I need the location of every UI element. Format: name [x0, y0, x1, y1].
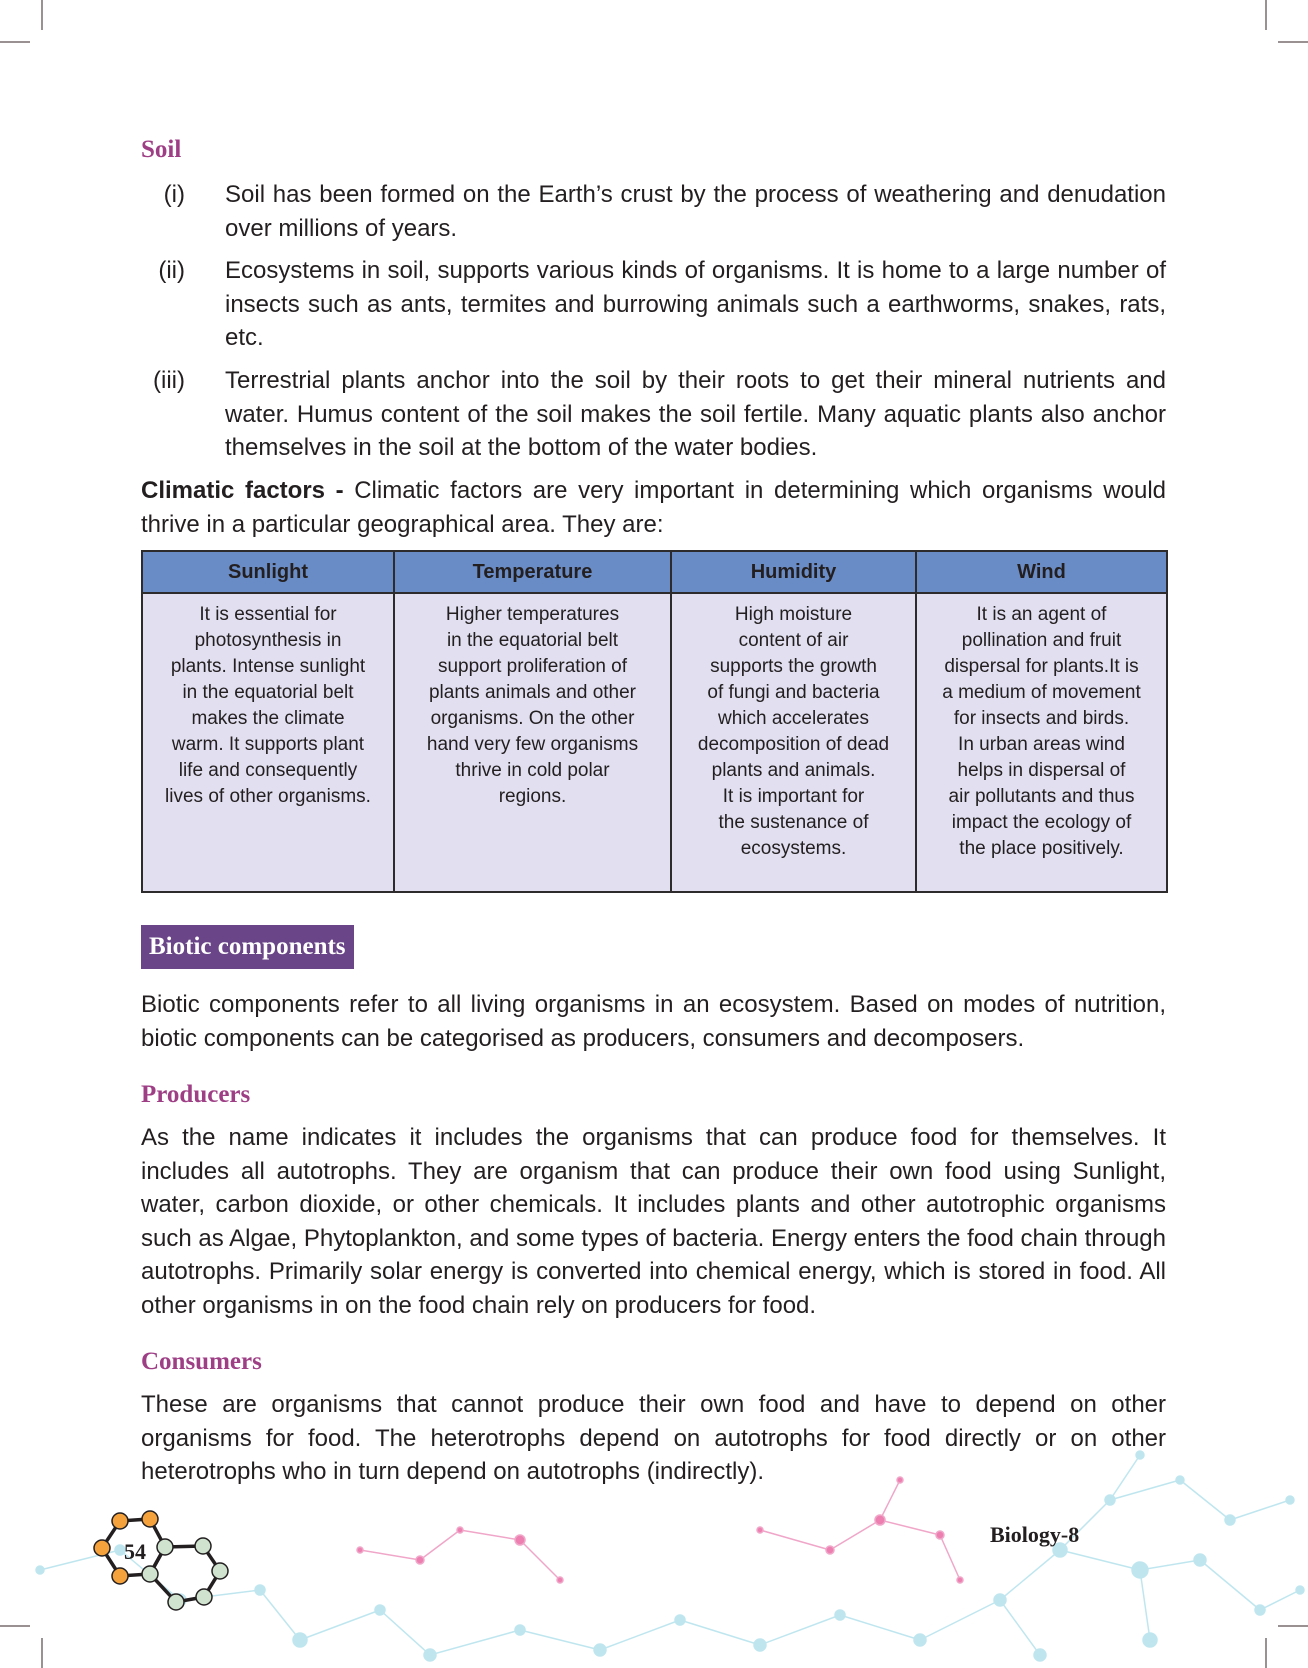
cell-line: dispersal for plants.It is	[944, 656, 1139, 677]
cell-line: pollination and fruit	[961, 630, 1122, 651]
cell-line: impact the ecology of	[951, 812, 1132, 833]
climatic-factors-label: Climatic factors -	[141, 477, 344, 504]
climatic-factors-paragraph	[141, 474, 1166, 541]
cell-line: which accelerates	[717, 708, 870, 729]
cell-line: content of air	[738, 630, 849, 651]
table-cell-humidity	[671, 593, 916, 892]
cell-line: a medium of movement	[942, 682, 1141, 703]
list-item	[141, 178, 1166, 245]
cell-line: Higher temperatures	[445, 604, 620, 625]
table-cell-temperature	[394, 593, 671, 892]
table-row	[142, 593, 1167, 892]
climatic-factors-table	[141, 550, 1168, 893]
list-item	[141, 364, 1166, 465]
cell-line: support proliferation of	[437, 656, 628, 677]
column-header-humidity: Humidity	[671, 551, 916, 593]
crop-mark	[1265, 0, 1267, 30]
cell-line: life and consequently	[178, 760, 358, 781]
crop-mark	[1278, 41, 1308, 43]
cell-line: helps in dispersal of	[957, 760, 1126, 781]
crop-mark	[41, 0, 43, 30]
cell-line: in the equatorial belt	[446, 630, 619, 651]
climatic-factors-text: Climatic factors are very important in determining which organisms would thrive in a particular geographical area. They are:	[141, 477, 1167, 538]
section-heading-consumers: Consumers	[141, 1348, 262, 1375]
list-item-text: Terrestrial plants anchor into the soil by their roots to get their mineral nutrients and water. Humus content of the soil makes the soil fertile. Many aquatic plants also anchor themselves in the soil at the bottom of the water bodies.	[225, 367, 1166, 461]
cell-line: It is important for	[722, 786, 865, 807]
section-badge-biotic-components: Biotic components	[141, 925, 354, 969]
cell-line: the place positively.	[959, 838, 1124, 859]
cell-line: makes the climate	[191, 708, 345, 729]
cell-line: regions.	[498, 786, 567, 807]
section-heading-soil: Soil	[141, 136, 182, 163]
cell-line: It is essential for	[199, 604, 337, 625]
column-header-sunlight: Sunlight	[142, 551, 394, 593]
cell-line: thrive in cold polar	[455, 760, 610, 781]
biotic-components-paragraph: Biotic components refer to all living organisms in an ecosystem. Based on modes of nutrition, biotic components can be categorised as producers, consumers and decomposers.	[141, 991, 1166, 1052]
list-item-text: Soil has been formed on the Earth’s crust by the process of weathering and denudation over millions of years.	[225, 181, 1166, 242]
cell-line: plants and animals.	[711, 760, 876, 781]
list-item-number: (ii)	[158, 257, 185, 284]
section-heading-producers: Producers	[141, 1081, 251, 1108]
cell-line: plants. Intense sunlight	[170, 656, 366, 677]
crop-mark	[0, 41, 30, 43]
column-header-temperature: Temperature	[394, 551, 671, 593]
producers-paragraph: As the name indicates it includes the organisms that can produce food for themselves. It includes all autotrophs. They are organism that can produce their own food using Sunlight, water, carbon dioxide, or other chemicals. It includes plants and other autotrophic organisms such as Algae, Phytoplankton, and some types of bacteria. Energy enters the food chain through autotrophs. Primarily solar energy is converted into chemical energy, which is stored in food. All other organisms in on the food chain rely on producers for food.	[141, 1124, 1166, 1319]
book-title: Biology-8	[990, 1522, 1080, 1547]
page-number-hexagon-icon	[90, 1500, 240, 1620]
cell-line: lives of other organisms.	[165, 786, 371, 807]
cell-line: in the equatorial belt	[182, 682, 354, 703]
cell-line: ecosystems.	[740, 838, 847, 859]
cell-line: It is an agent of	[976, 604, 1107, 625]
table-cell-sunlight	[142, 593, 394, 892]
cell-line: warm. It supports plant	[171, 734, 365, 755]
table-header-row	[142, 551, 1167, 593]
cell-line: supports the growth	[710, 656, 877, 677]
cell-line: organisms. On the other	[430, 708, 635, 729]
cell-line: the sustenance of	[718, 812, 869, 833]
list-item-number: (iii)	[153, 367, 185, 394]
list-item-text: Ecosystems in soil, supports various kinds of organisms. It is home to a large number of insects such as ants, termites and burrowing animals such a earthworms, snakes, rats, etc.	[225, 257, 1166, 351]
table-cell-wind	[916, 593, 1167, 892]
cell-line: for insects and birds.	[953, 708, 1130, 729]
cell-line: decomposition of dead	[697, 734, 890, 755]
cell-line: of fungi and bacteria	[707, 682, 880, 703]
cell-line: In urban areas wind	[958, 734, 1125, 755]
cell-line: air pollutants and thus	[948, 786, 1135, 807]
cell-line: hand very few organisms	[426, 734, 639, 755]
column-header-wind: Wind	[916, 551, 1167, 593]
cell-line: photosynthesis in	[194, 630, 342, 651]
consumers-paragraph: These are organisms that cannot produce their own food and have to depend on other organisms for food. The heterotrophs depend on autotrophs for food directly or on other heterotrophs who in turn depend on autotrophs (indirectly).	[141, 1391, 1166, 1485]
cell-line: High moisture	[734, 604, 853, 625]
page-number: 54	[124, 1539, 146, 1564]
cell-line: plants animals and other	[428, 682, 636, 703]
list-item-number: (i)	[163, 181, 185, 208]
list-item	[141, 254, 1166, 355]
